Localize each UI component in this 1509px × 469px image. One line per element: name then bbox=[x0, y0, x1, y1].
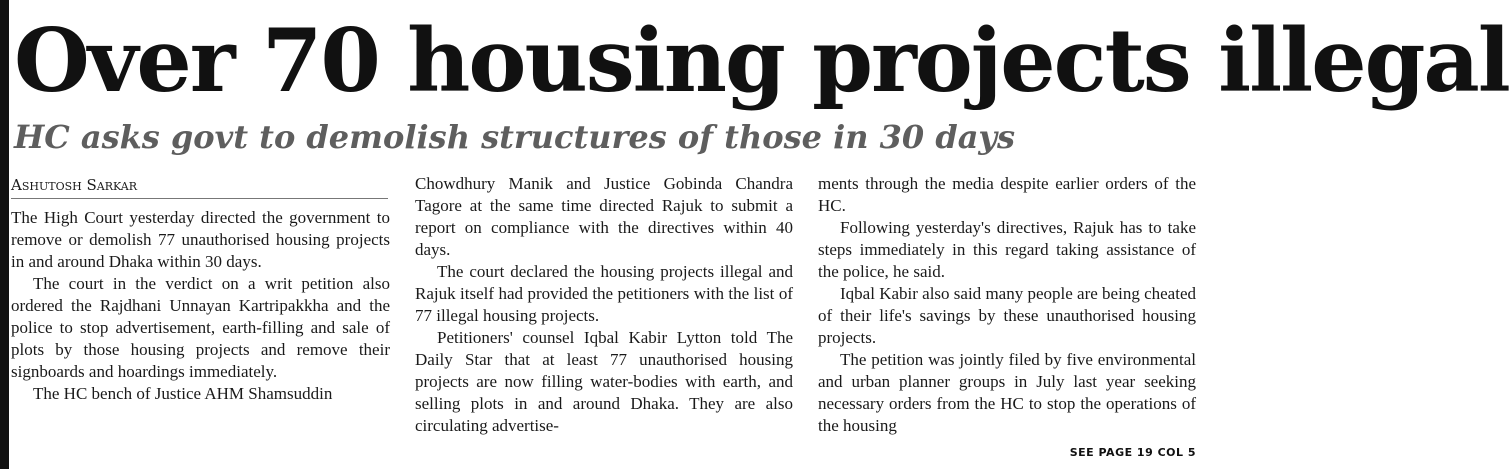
paragraph: Iqbal Kabir also said many people are being cheated of their life's savings by these unauthorised housing projects. bbox=[818, 284, 1196, 347]
paragraph: Petitioners' counsel Iqbal Kabir Lytton told The Daily Star that at least 77 unauthorised housing projects are now filling water-bodies with earth, and selling plots in and around Dhaka. They are also circulating advertise- bbox=[415, 328, 793, 435]
paragraph: The court declared the housing projects illegal and Rajuk itself had provided the petitioners with the list of 77 illegal housing projects. bbox=[415, 262, 793, 325]
article-column-2 bbox=[415, 173, 793, 437]
paragraph: The court in the verdict on a writ petition also ordered the Rajdhani Unnayan Kartripakkha and the police to stop advertisement, earth-filling and sale of plots by those housing projects and remove their signboards and hoardings immediately. bbox=[11, 274, 390, 381]
paragraph: Chowdhury Manik and Justice Gobinda Chandra Tagore at the same time directed Rajuk to submit a report on compliance with the directives within 40 days. bbox=[415, 174, 793, 259]
article-column-1 bbox=[11, 207, 390, 405]
headline: Over 70 housing projects illegal bbox=[14, 9, 1509, 112]
continuation-jump-line: SEE PAGE 19 COL 5 bbox=[1069, 446, 1196, 459]
paragraph: ments through the media despite earlier orders of the HC. bbox=[818, 174, 1196, 215]
left-margin-rule bbox=[0, 0, 9, 469]
paragraph: The petition was jointly filed by five environmental and urban planner groups in July last year seeking necessary orders from the HC to stop the operations of the housing bbox=[818, 350, 1196, 435]
article-column-3 bbox=[818, 173, 1196, 437]
paragraph: Following yesterday's directives, Rajuk has to take steps immediately in this regard taking assistance of the police, he said. bbox=[818, 218, 1196, 281]
paragraph: The HC bench of Justice AHM Shamsuddin bbox=[33, 384, 333, 403]
subheadline: HC asks govt to demolish structures of those in 30 days bbox=[14, 118, 1016, 156]
paragraph: The High Court yesterday directed the government to remove or demolish 77 unauthorised housing projects in and around Dhaka within 30 days. bbox=[11, 208, 390, 271]
byline: Ashutosh Sarkar bbox=[11, 174, 388, 199]
